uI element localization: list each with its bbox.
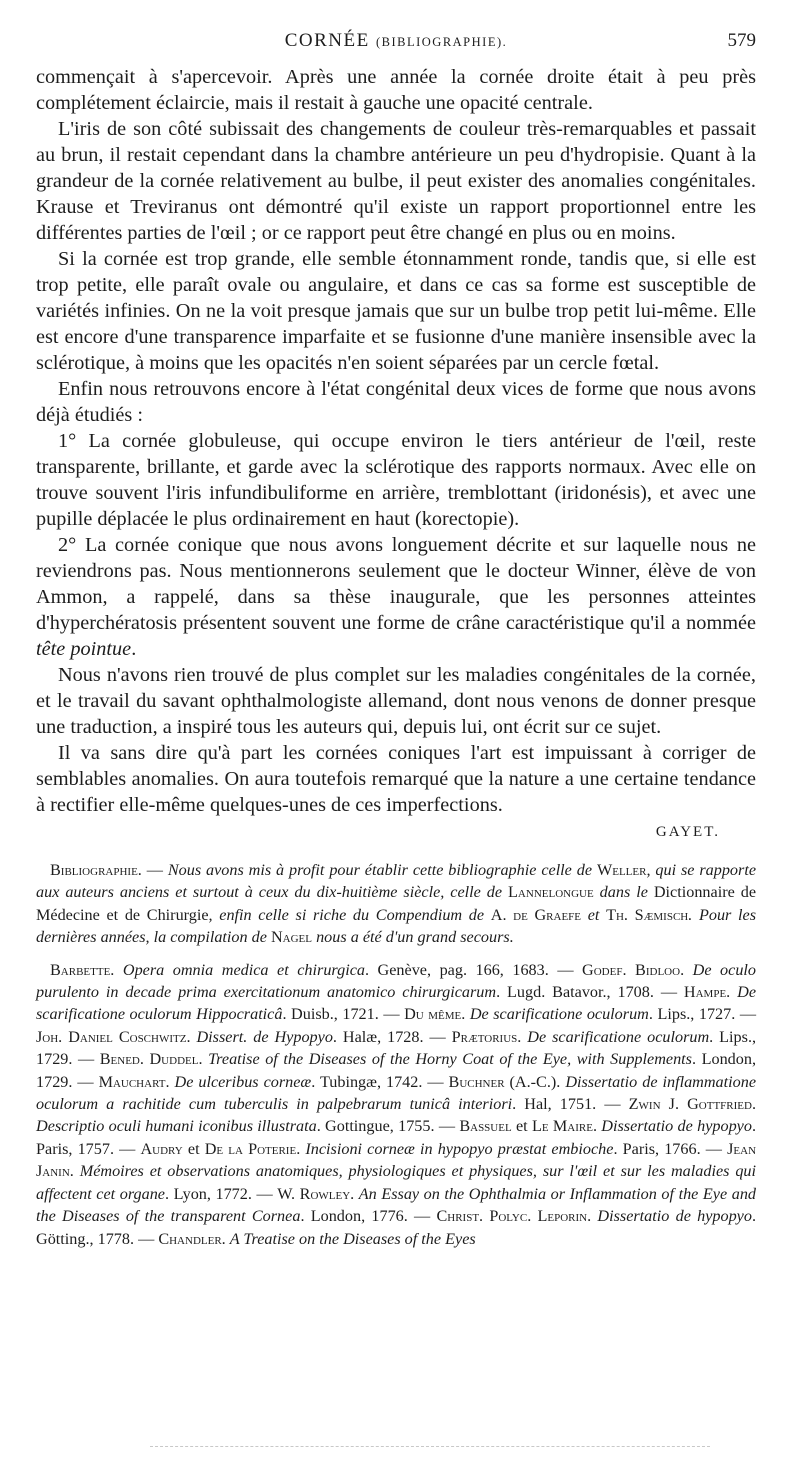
bib-text: . Duisb., 1721. — [282, 1005, 405, 1024]
bib-title: dans le [593, 883, 654, 902]
bottom-scan-noise [150, 1446, 710, 1448]
bib-title: Opera omnia medica et chirurgica [122, 960, 365, 979]
bib-author: Du même [404, 1005, 462, 1024]
bib-text: — [141, 861, 168, 879]
bib-author: Th. Sæmisch [606, 905, 689, 924]
bib-text: . [587, 1207, 598, 1226]
bib-author: Bened. Duddel [99, 1050, 199, 1069]
bib-title: De ulceribus corneæ [174, 1072, 312, 1091]
bib-author: Le Maire [531, 1117, 593, 1136]
bib-author: Buchner [448, 1072, 505, 1091]
bib-text: Dictionnaire de Médecine et de Chirurgie [36, 883, 757, 924]
bib-text: . Genève, pag. 166, 1683. — [364, 960, 583, 979]
bib-author: Christ. Polyc. Leporin [436, 1207, 588, 1226]
bib-author: W. Rowley [277, 1184, 351, 1203]
bib-title: De scarificatione oculorum [527, 1027, 710, 1046]
bib-author: Hampe [683, 983, 727, 1002]
running-title [36, 30, 756, 52]
bib-title: Treatise of the Diseases of the Horny Coat of the Eye, with Supplements [208, 1050, 692, 1069]
bib-author: A. de Graefe [490, 905, 582, 924]
bib-title: Incisioni corneæ in hypopyo præstat embioche [305, 1139, 614, 1158]
bib-text: . [186, 1027, 197, 1046]
paragraph: Si la cornée est trop grande, elle semble étonnamment ronde, tandis que, si elle est trop petite, elle paraît ovale ou angulaire, et dans ce cas sa forme est susceptible de variétés infinies. On ne la voit presque jamais que sur un bulbe trop petit lui-même. Elle est encore d'une transparence imparfaite et se fusionne d'une manière insensible avec la sclérotique, à moins que les opacités n'en soient séparées par un cercle fœtal. [36, 248, 756, 374]
bib-text: . [110, 960, 123, 979]
bib-text: et [511, 1117, 532, 1136]
bib-text: . Lyon, 1772. — [165, 1184, 278, 1203]
bib-text: . Paris, 1757. — [36, 1117, 756, 1158]
bib-text: . London, 1776. — [300, 1207, 437, 1226]
bib-title: , qui se rapporte aux auteurs anciens et surtout à ceux du dix-huitième siècle, celle de [36, 861, 757, 902]
bib-author: Prætorius [451, 1027, 518, 1046]
bibliography-section [36, 859, 756, 1250]
bib-author: Bassuel [459, 1117, 512, 1136]
paragraph: Nous n'avons rien trouvé de plus complet sur les maladies congénitales de la cornée, et le travail du savant ophthalmologiste allemand, dont nous venons de donner presque une traduction, a inspiré tous les auteurs qui, depuis lui, ont écrit sur ce sujet. [36, 664, 756, 738]
bibliography-intro [36, 859, 756, 949]
bib-title: De oculo purulento in decade prima exercitationum anatomico chirurgicarum [36, 960, 757, 1002]
bib-author: Bibliographie. [50, 861, 142, 879]
bib-title: Dissertatio de hypopyo [601, 1117, 752, 1136]
bib-text: . London, 1729. — [36, 1050, 757, 1091]
bib-title: De scarificatione oculorum Hippocraticâ [36, 983, 756, 1024]
bib-text: . [296, 1139, 306, 1158]
bib-title: , enfin celle si riche du Compendium de [208, 905, 491, 924]
bib-author: Audry [140, 1139, 183, 1158]
bib-author: Zwin J. Gottfried [628, 1095, 752, 1114]
bibliography-entries [36, 959, 756, 1250]
bib-author: Weller [596, 861, 647, 879]
bib-text: . [221, 1229, 230, 1248]
bib-title: De scarificatione oculorum [469, 1005, 649, 1024]
paragraph [36, 532, 756, 662]
bib-text: . Götting., 1778. — [36, 1207, 757, 1248]
bib-text: . Hal, 1751. — [512, 1095, 629, 1114]
bib-text: . [680, 960, 693, 979]
bib-title: Dissertatio de inflammatione oculorum a rachitide cum tuberculis in palpebrarum tunicâ interiori [36, 1072, 757, 1114]
bib-title: Mémoires et observations anatomiques, physiologiques et physiques, sur l'œil et sur les maladies qui affectent cet organe [36, 1162, 756, 1203]
bib-text: . Gottingue, 1755. — [316, 1117, 460, 1136]
running-title-main: CORNÉE [284, 30, 370, 51]
bib-text: et [182, 1139, 205, 1158]
page-number: 579 [727, 30, 756, 51]
bib-author: Godef. Bidloo [582, 960, 681, 979]
bib-author: Lannelongue [508, 883, 594, 902]
paragraph: Il va sans dire qu'à part les cornées coniques l'art est impuissant à corriger de semblables anomalies. On aura toutefois remarqué que la nature a une certaine tendance à rectifier elle-même quelques-unes de ces imperfections. [36, 742, 756, 816]
bib-text: . Lips., 1727. — [648, 1005, 757, 1024]
bib-text: . [350, 1184, 359, 1203]
bib-title: A Treatise on the Diseases of the Eyes [229, 1229, 476, 1248]
bib-text: . [461, 1005, 470, 1024]
bib-text: . Paris, 1766. — [613, 1139, 728, 1158]
bib-title: nous a été d'un grand secours. [312, 928, 514, 947]
paragraph: L'iris de son côté subissait des changements de couleur très-remarquables et passait au brun, il restait cependant dans la chambre antérieure un peu d'hydropisie. Quant à la grandeur de la cornée relativement au bulbe, il peut exister des anomalies congénitales. Krause et Treviranus ont démontré qu'il existe un rapport proportionnel entre les différentes parties de l'œil ; or ce rapport peut être changé en plus ou en moins. [36, 118, 756, 244]
bib-title: An Essay on the Ophthalmia or Inflammation of the Eye and the Diseases of the transparent Cornea [36, 1184, 757, 1226]
main-text [36, 64, 756, 845]
bib-text: . [165, 1072, 175, 1091]
running-head [36, 28, 756, 64]
bib-text: . Lugd. Batavor., 1708. — [496, 983, 684, 1002]
paragraph: 1° La cornée globuleuse, qui occupe environ le tiers antérieur de l'œil, reste transparente, brillante, et garde avec la sclérotique des rapports normaux. Avec elle on trouve souvent l'iris infundibuliforme en arrière, tremblottant (iridonésis), et avec une pupille déplacée le plus ordinairement en haut (korectopie). [36, 430, 756, 530]
bib-title: Nous avons mis à profit pour établir cette bibliographie celle de [167, 861, 597, 879]
bib-text: . [198, 1050, 209, 1069]
bib-text: . [69, 1162, 80, 1181]
bib-title: Descriptio oculi humani iconibus illustrata [36, 1117, 317, 1136]
bib-text: (A.-C.). [504, 1072, 566, 1091]
running-title-sub: (BIBLIOGRAPHIE). [375, 35, 508, 49]
bib-text: . [592, 1117, 602, 1136]
paragraph: commençait à s'apercevoir. Après une année la cornée droite était à peu près complétement éclaircie, mais il restait à gauche une opacité centrale. [36, 66, 756, 114]
bib-text: . Halæ, 1728. — [332, 1027, 452, 1046]
bib-text: . Tubingæ, 1742. — [311, 1072, 449, 1091]
bib-text: . [726, 983, 738, 1002]
bib-title: et [581, 905, 607, 924]
bib-title: . Pour les dernières années, la compilation de [36, 905, 756, 947]
paragraph-text: 2° La cornée conique que nous avons longuement décrite et sur laquelle nous ne reviendrons pas. Nous mentionnerons seulement que le docteur Winner, élève de von Ammon, a rappelé, dans sa thèse inaugurale, que les personnes atteintes d'hyperchératosis présentent souvent une forme de crâne caractéristique qu'il a nommée [36, 534, 756, 634]
bib-author: Nagel [270, 928, 313, 947]
paragraph-end: . [131, 638, 137, 660]
italic-term: tête pointue [36, 638, 132, 660]
bib-author: Chandler [158, 1229, 222, 1248]
bib-text: . Lips., 1729. — [36, 1027, 757, 1069]
bib-text: . [517, 1027, 528, 1046]
paragraph: Enfin nous retrouvons encore à l'état congénital deux vices de forme que nous avons déjà étudiés : [36, 378, 756, 426]
bib-author: De la Poterie [204, 1139, 297, 1158]
bib-author: Jean Janin [36, 1139, 757, 1181]
author-signature: GAYET. [655, 824, 720, 840]
bib-author: Mauchart [98, 1072, 166, 1091]
bib-title: Dissert. de Hypopyo [196, 1027, 333, 1046]
bib-author: Barbette [50, 960, 111, 979]
bib-text: . [751, 1095, 757, 1114]
bib-author: Joh. Daniel Coschwitz [36, 1027, 187, 1046]
bib-title: Dissertatio de hypopyo [597, 1207, 752, 1226]
